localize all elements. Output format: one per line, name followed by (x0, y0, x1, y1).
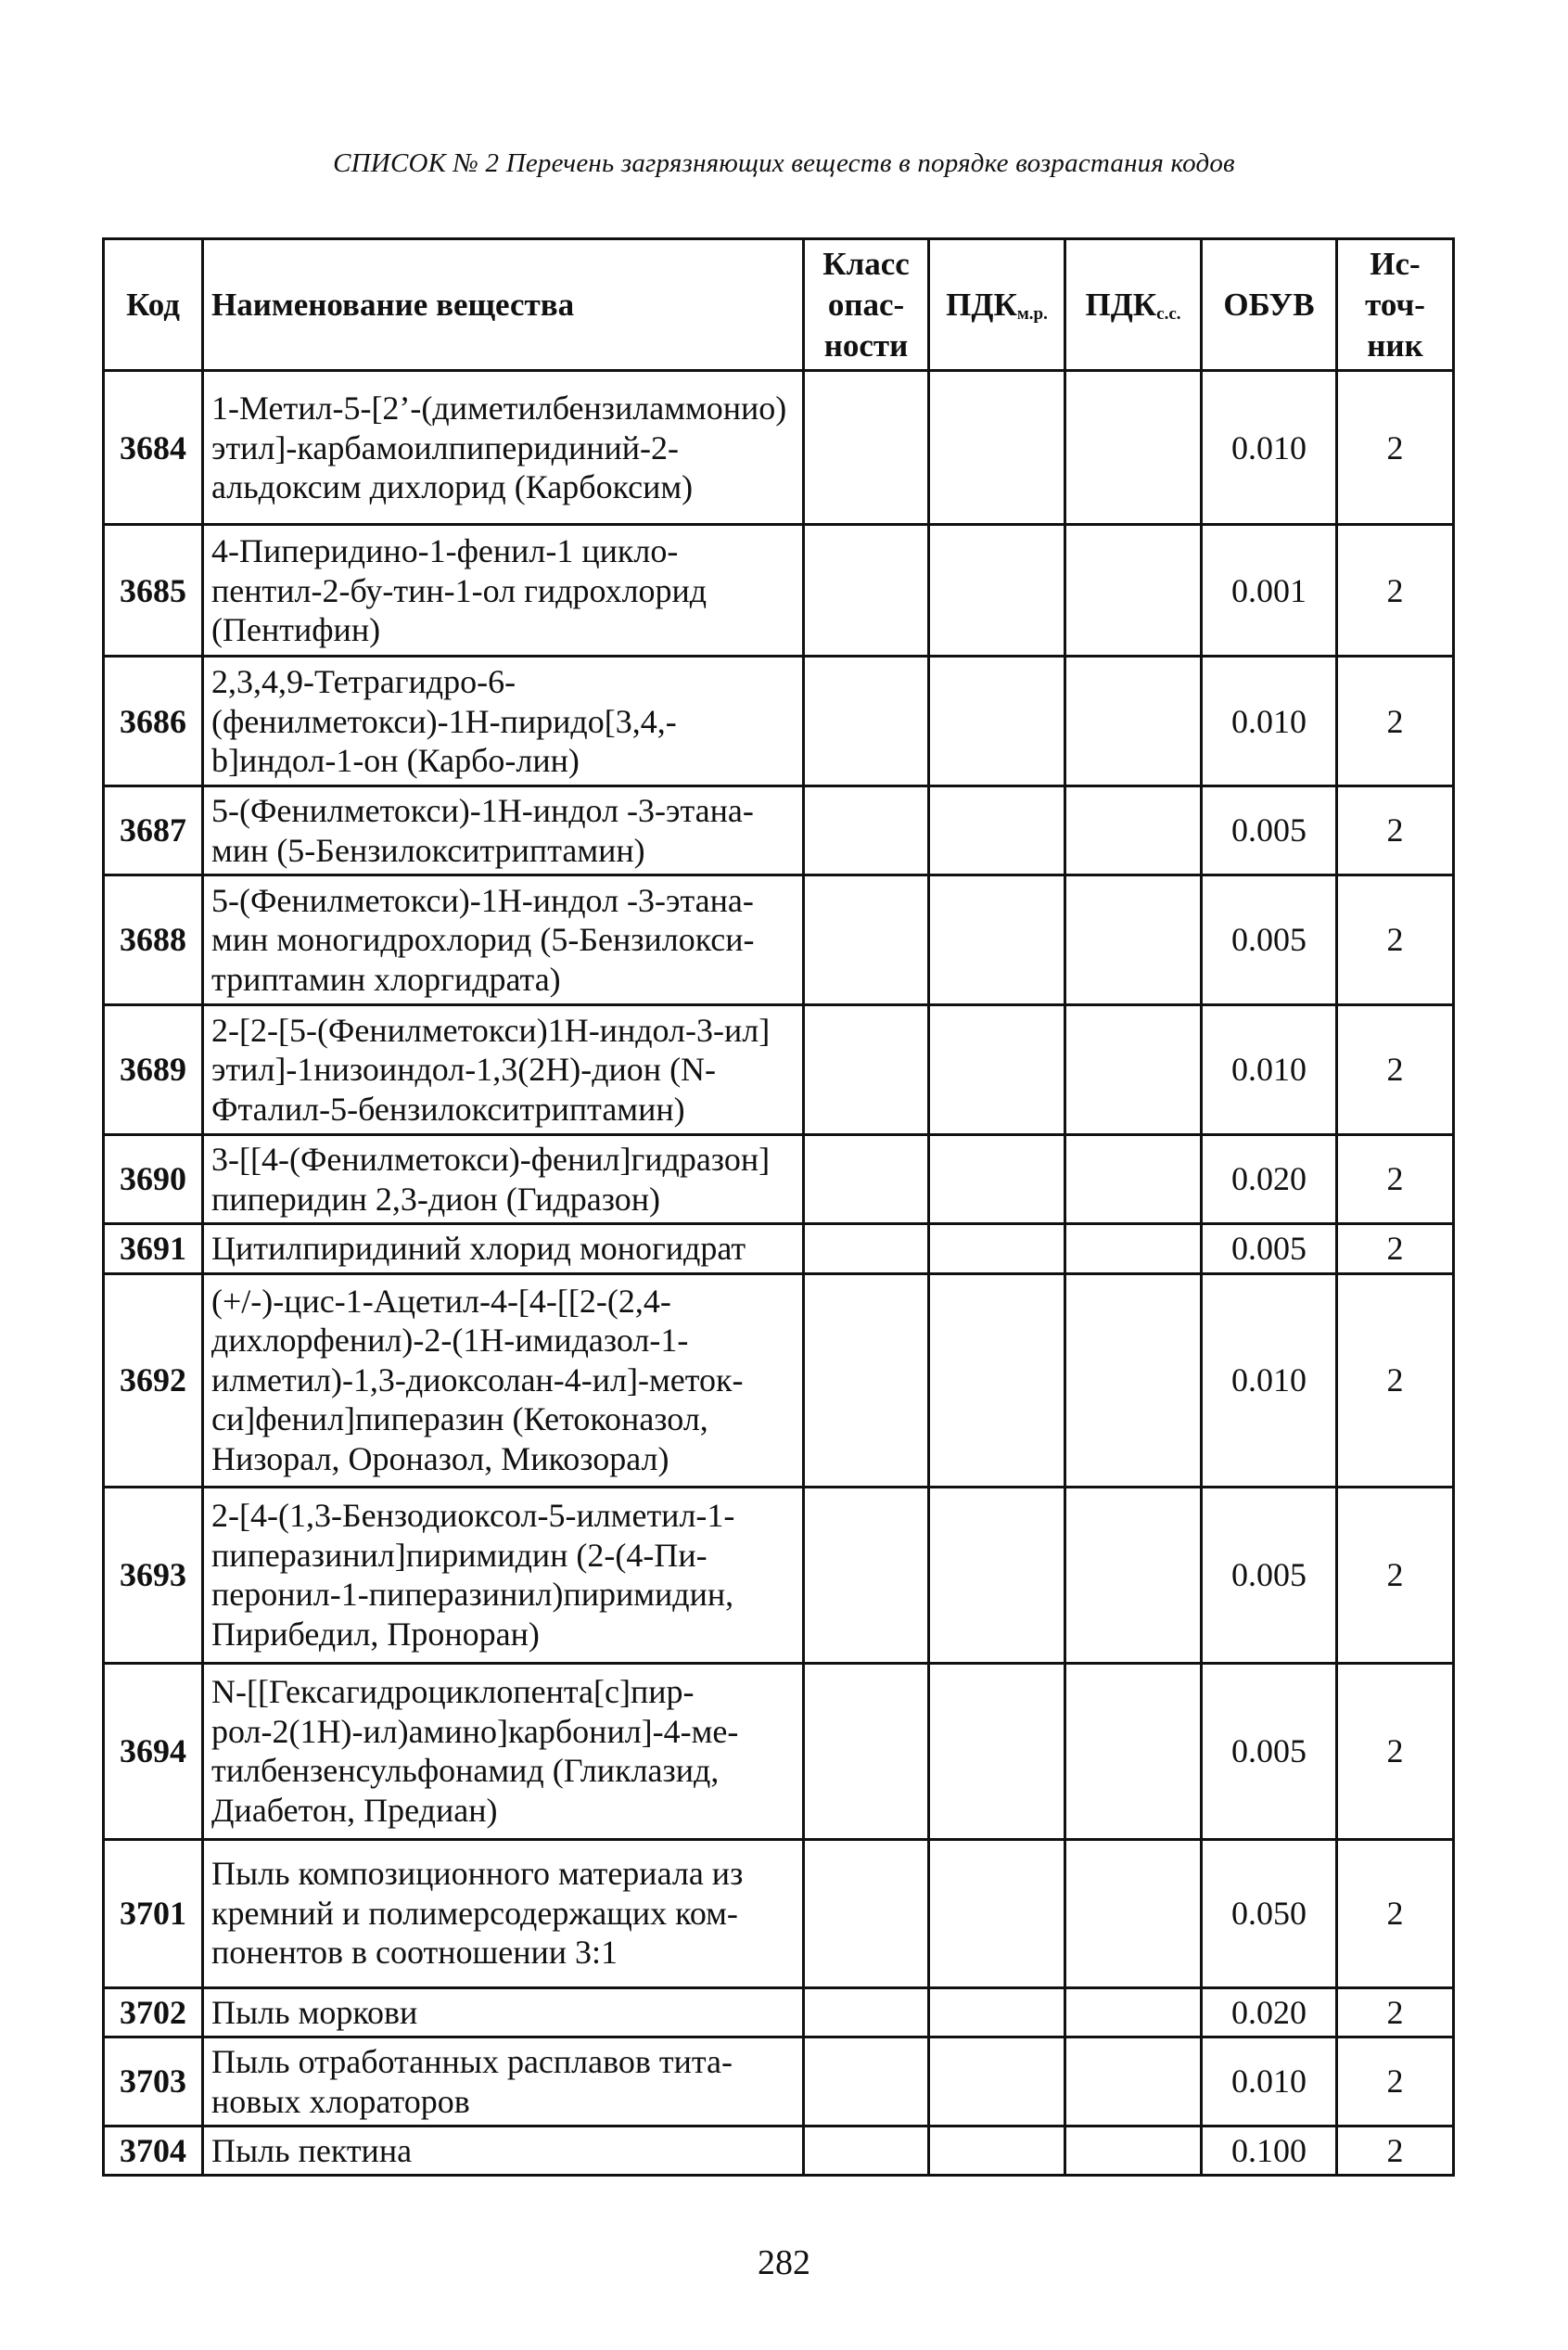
obuv-cell: 0.001 (1202, 525, 1337, 657)
substance-name-cell: 4-Пиперидино-1-фенил-1 цикло-пентил-2-бу-тин-1-ол гидрохлорид (Пентифин) (203, 525, 804, 657)
pdk-ss-cell (1065, 1839, 1202, 1987)
obuv-cell: 0.010 (1202, 1005, 1337, 1135)
pdk-mr-cell (929, 525, 1065, 657)
table-row (104, 786, 1454, 875)
code-cell: 3688 (104, 875, 203, 1005)
obuv-cell: 0.005 (1202, 786, 1337, 875)
pdk-ss-cell (1065, 525, 1202, 657)
substance-name-cell: 5-(Фенилметокси)-1Н-индол -3-этана-мин (5-Бензилокситриптамин) (203, 786, 804, 875)
substance-name-cell: Пыль пектина (203, 2126, 804, 2176)
hazard-class-cell (804, 1273, 929, 1487)
table-row (104, 1839, 1454, 1987)
pdk-mr-cell (929, 1663, 1065, 1839)
page-header: СПИСОК № 2 Перечень загрязняющих веществ в порядке возрастания кодов (333, 148, 1235, 178)
substance-name-cell: 1-Метил-5-[2’-(диметилбензиламмонио) этил]-карбамоилпиперидиний-2-альдоксим дихлорид (Карбоксим) (203, 371, 804, 525)
substance-name-cell: Пыль композиционного материала из кремний и полимерсодержащих ком-понентов в соотношении 3:1 (203, 1839, 804, 1987)
table-row (104, 525, 1454, 657)
obuv-cell: 0.005 (1202, 1224, 1337, 1273)
column-header-obuv: ОБУВ (1202, 239, 1337, 371)
hazard-class-cell (804, 371, 929, 525)
table-row (104, 657, 1454, 786)
substance-name-cell: N-[[Гексагидроциклопента[с]пир-рол-2(1Н)-ил)амино]карбонил]-4-ме-тилбензенсульфонамид (Гликлазид, Диабетон, Предиан) (203, 1663, 804, 1839)
pdk-ss-cell (1065, 1487, 1202, 1663)
source-cell: 2 (1337, 2126, 1454, 2176)
table-row (104, 2126, 1454, 2176)
substance-name-cell: 5-(Фенилметокси)-1Н-индол -3-этана-мин моногидрохлорид (5-Бензилокси-триптамин хлоргидрата) (203, 875, 804, 1005)
column-header-source: Ис-точ-ник (1337, 239, 1454, 371)
pdk-ss-cell (1065, 2126, 1202, 2176)
obuv-cell: 0.010 (1202, 657, 1337, 786)
code-cell: 3686 (104, 657, 203, 786)
table-row (104, 1487, 1454, 1663)
obuv-cell: 0.010 (1202, 2037, 1337, 2126)
hazard-class-cell (804, 1135, 929, 1224)
substance-name-cell: Цитилпиридиний хлорид моногидрат (203, 1224, 804, 1273)
pdk-mr-cell (929, 1273, 1065, 1487)
pdk-mr-cell (929, 1224, 1065, 1273)
pdk-ss-cell (1065, 1663, 1202, 1839)
pdk-mr-subscript: м.р. (1016, 303, 1048, 324)
code-cell: 3685 (104, 525, 203, 657)
substance-name-cell: Пыль отработанных расплавов тита-новых хлораторов (203, 2037, 804, 2126)
table-row (104, 1987, 1454, 2037)
hazard-class-cell (804, 2037, 929, 2126)
code-cell: 3691 (104, 1224, 203, 1273)
hazard-class-cell (804, 1005, 929, 1135)
source-cell: 2 (1337, 786, 1454, 875)
pdk-ss-cell (1065, 1987, 1202, 2037)
source-cell: 2 (1337, 525, 1454, 657)
pdk-mr-cell (929, 2037, 1065, 2126)
code-cell: 3704 (104, 2126, 203, 2176)
source-cell: 2 (1337, 1487, 1454, 1663)
pdk-ss-cell (1065, 1224, 1202, 1273)
obuv-cell: 0.005 (1202, 1663, 1337, 1839)
source-cell: 2 (1337, 371, 1454, 525)
pdk-ss-cell (1065, 875, 1202, 1005)
pdk-mr-cell (929, 786, 1065, 875)
pdk-ss-cell (1065, 1273, 1202, 1487)
code-cell: 3703 (104, 2037, 203, 2126)
substance-name-cell: 2-[4-(1,3-Бензодиоксол-5-илметил-1-пиперазинил]пиримидин (2-(4-Пи-перонил-1-пиперазинил)пиримидин, Пирибедил, Проноран) (203, 1487, 804, 1663)
obuv-cell: 0.005 (1202, 875, 1337, 1005)
table-row (104, 1273, 1454, 1487)
table-row (104, 1135, 1454, 1224)
code-cell: 3701 (104, 1839, 203, 1987)
column-header-pdk-ss (1065, 239, 1202, 371)
table-header-row (104, 239, 1454, 371)
code-cell: 3693 (104, 1487, 203, 1663)
substance-name-cell: Пыль моркови (203, 1987, 804, 2037)
source-cell: 2 (1337, 1839, 1454, 1987)
table-row (104, 1005, 1454, 1135)
substance-name-cell: 3-[[4-(Фенилметокси)-фенил]гидразон] пиперидин 2,3-дион (Гидразон) (203, 1135, 804, 1224)
obuv-cell: 0.010 (1202, 371, 1337, 525)
source-cell: 2 (1337, 1005, 1454, 1135)
page-number: 282 (758, 2243, 810, 2282)
pdk-ss-cell (1065, 371, 1202, 525)
source-cell: 2 (1337, 875, 1454, 1005)
column-header-hazard-class: Класс опас-ности (804, 239, 929, 371)
hazard-class-cell (804, 786, 929, 875)
hazard-class-cell (804, 875, 929, 1005)
pdk-mr-cell (929, 2126, 1065, 2176)
pdk-ss-cell (1065, 1135, 1202, 1224)
obuv-cell: 0.020 (1202, 1987, 1337, 2037)
table-row (104, 1224, 1454, 1273)
obuv-cell: 0.020 (1202, 1135, 1337, 1224)
hazard-class-cell (804, 1487, 929, 1663)
hazard-class-cell (804, 1224, 929, 1273)
table-row (104, 875, 1454, 1005)
source-cell: 2 (1337, 657, 1454, 786)
pdk-mr-label: ПДК (946, 286, 1017, 323)
source-cell: 2 (1337, 1224, 1454, 1273)
pdk-ss-cell (1065, 2037, 1202, 2126)
pdk-mr-cell (929, 1987, 1065, 2037)
hazard-class-cell (804, 657, 929, 786)
pdk-mr-cell (929, 657, 1065, 786)
hazard-class-cell (804, 2126, 929, 2176)
hazard-class-cell (804, 525, 929, 657)
table-row (104, 1663, 1454, 1839)
pdk-mr-cell (929, 371, 1065, 525)
column-header-code: Код (104, 239, 203, 371)
pdk-mr-cell (929, 875, 1065, 1005)
pdk-ss-cell (1065, 657, 1202, 786)
pdk-ss-cell (1065, 786, 1202, 875)
substance-name-cell: 2,3,4,9-Тетрагидро-6-(фенилметокси)-1Н-пиридо[3,4,-b]индол-1-он (Карбо-лин) (203, 657, 804, 786)
hazard-class-cell (804, 1987, 929, 2037)
source-cell: 2 (1337, 1273, 1454, 1487)
column-header-name: Наименование вещества (203, 239, 804, 371)
substances-table (102, 237, 1455, 2177)
code-cell: 3694 (104, 1663, 203, 1839)
table-row (104, 371, 1454, 525)
column-header-pdk-mr (929, 239, 1065, 371)
table-body (104, 371, 1454, 2176)
source-cell: 2 (1337, 2037, 1454, 2126)
code-cell: 3690 (104, 1135, 203, 1224)
pdk-mr-cell (929, 1487, 1065, 1663)
pdk-ss-cell (1065, 1005, 1202, 1135)
obuv-cell: 0.005 (1202, 1487, 1337, 1663)
pdk-mr-cell (929, 1005, 1065, 1135)
obuv-cell: 0.050 (1202, 1839, 1337, 1987)
code-cell: 3684 (104, 371, 203, 525)
code-cell: 3702 (104, 1987, 203, 2037)
pdk-ss-label: ПДК (1085, 286, 1157, 323)
hazard-class-cell (804, 1839, 929, 1987)
table-row (104, 2037, 1454, 2126)
code-cell: 3692 (104, 1273, 203, 1487)
substance-name-cell: 2-[2-[5-(Фенилметокси)1Н-индол-3-ил] этил]-1низоиндол-1,3(2Н)-дион (N-Фталил-5-бензилокситриптамин) (203, 1005, 804, 1135)
substance-name-cell: (+/-)-цис-1-Ацетил-4-[4-[[2-(2,4-дихлорфенил)-2-(1Н-имидазол-1-илметил)-1,3-диоксолан-4-ил]-меток-си]фенил]пиперазин (Кетоконазол, Низорал, Ороназол, Микозорал) (203, 1273, 804, 1487)
source-cell: 2 (1337, 1135, 1454, 1224)
obuv-cell: 0.100 (1202, 2126, 1337, 2176)
hazard-class-cell (804, 1663, 929, 1839)
code-cell: 3689 (104, 1005, 203, 1135)
pdk-ss-subscript: с.с. (1156, 303, 1181, 324)
pdk-mr-cell (929, 1839, 1065, 1987)
code-cell: 3687 (104, 786, 203, 875)
pdk-mr-cell (929, 1135, 1065, 1224)
source-cell: 2 (1337, 1987, 1454, 2037)
source-cell: 2 (1337, 1663, 1454, 1839)
obuv-cell: 0.010 (1202, 1273, 1337, 1487)
